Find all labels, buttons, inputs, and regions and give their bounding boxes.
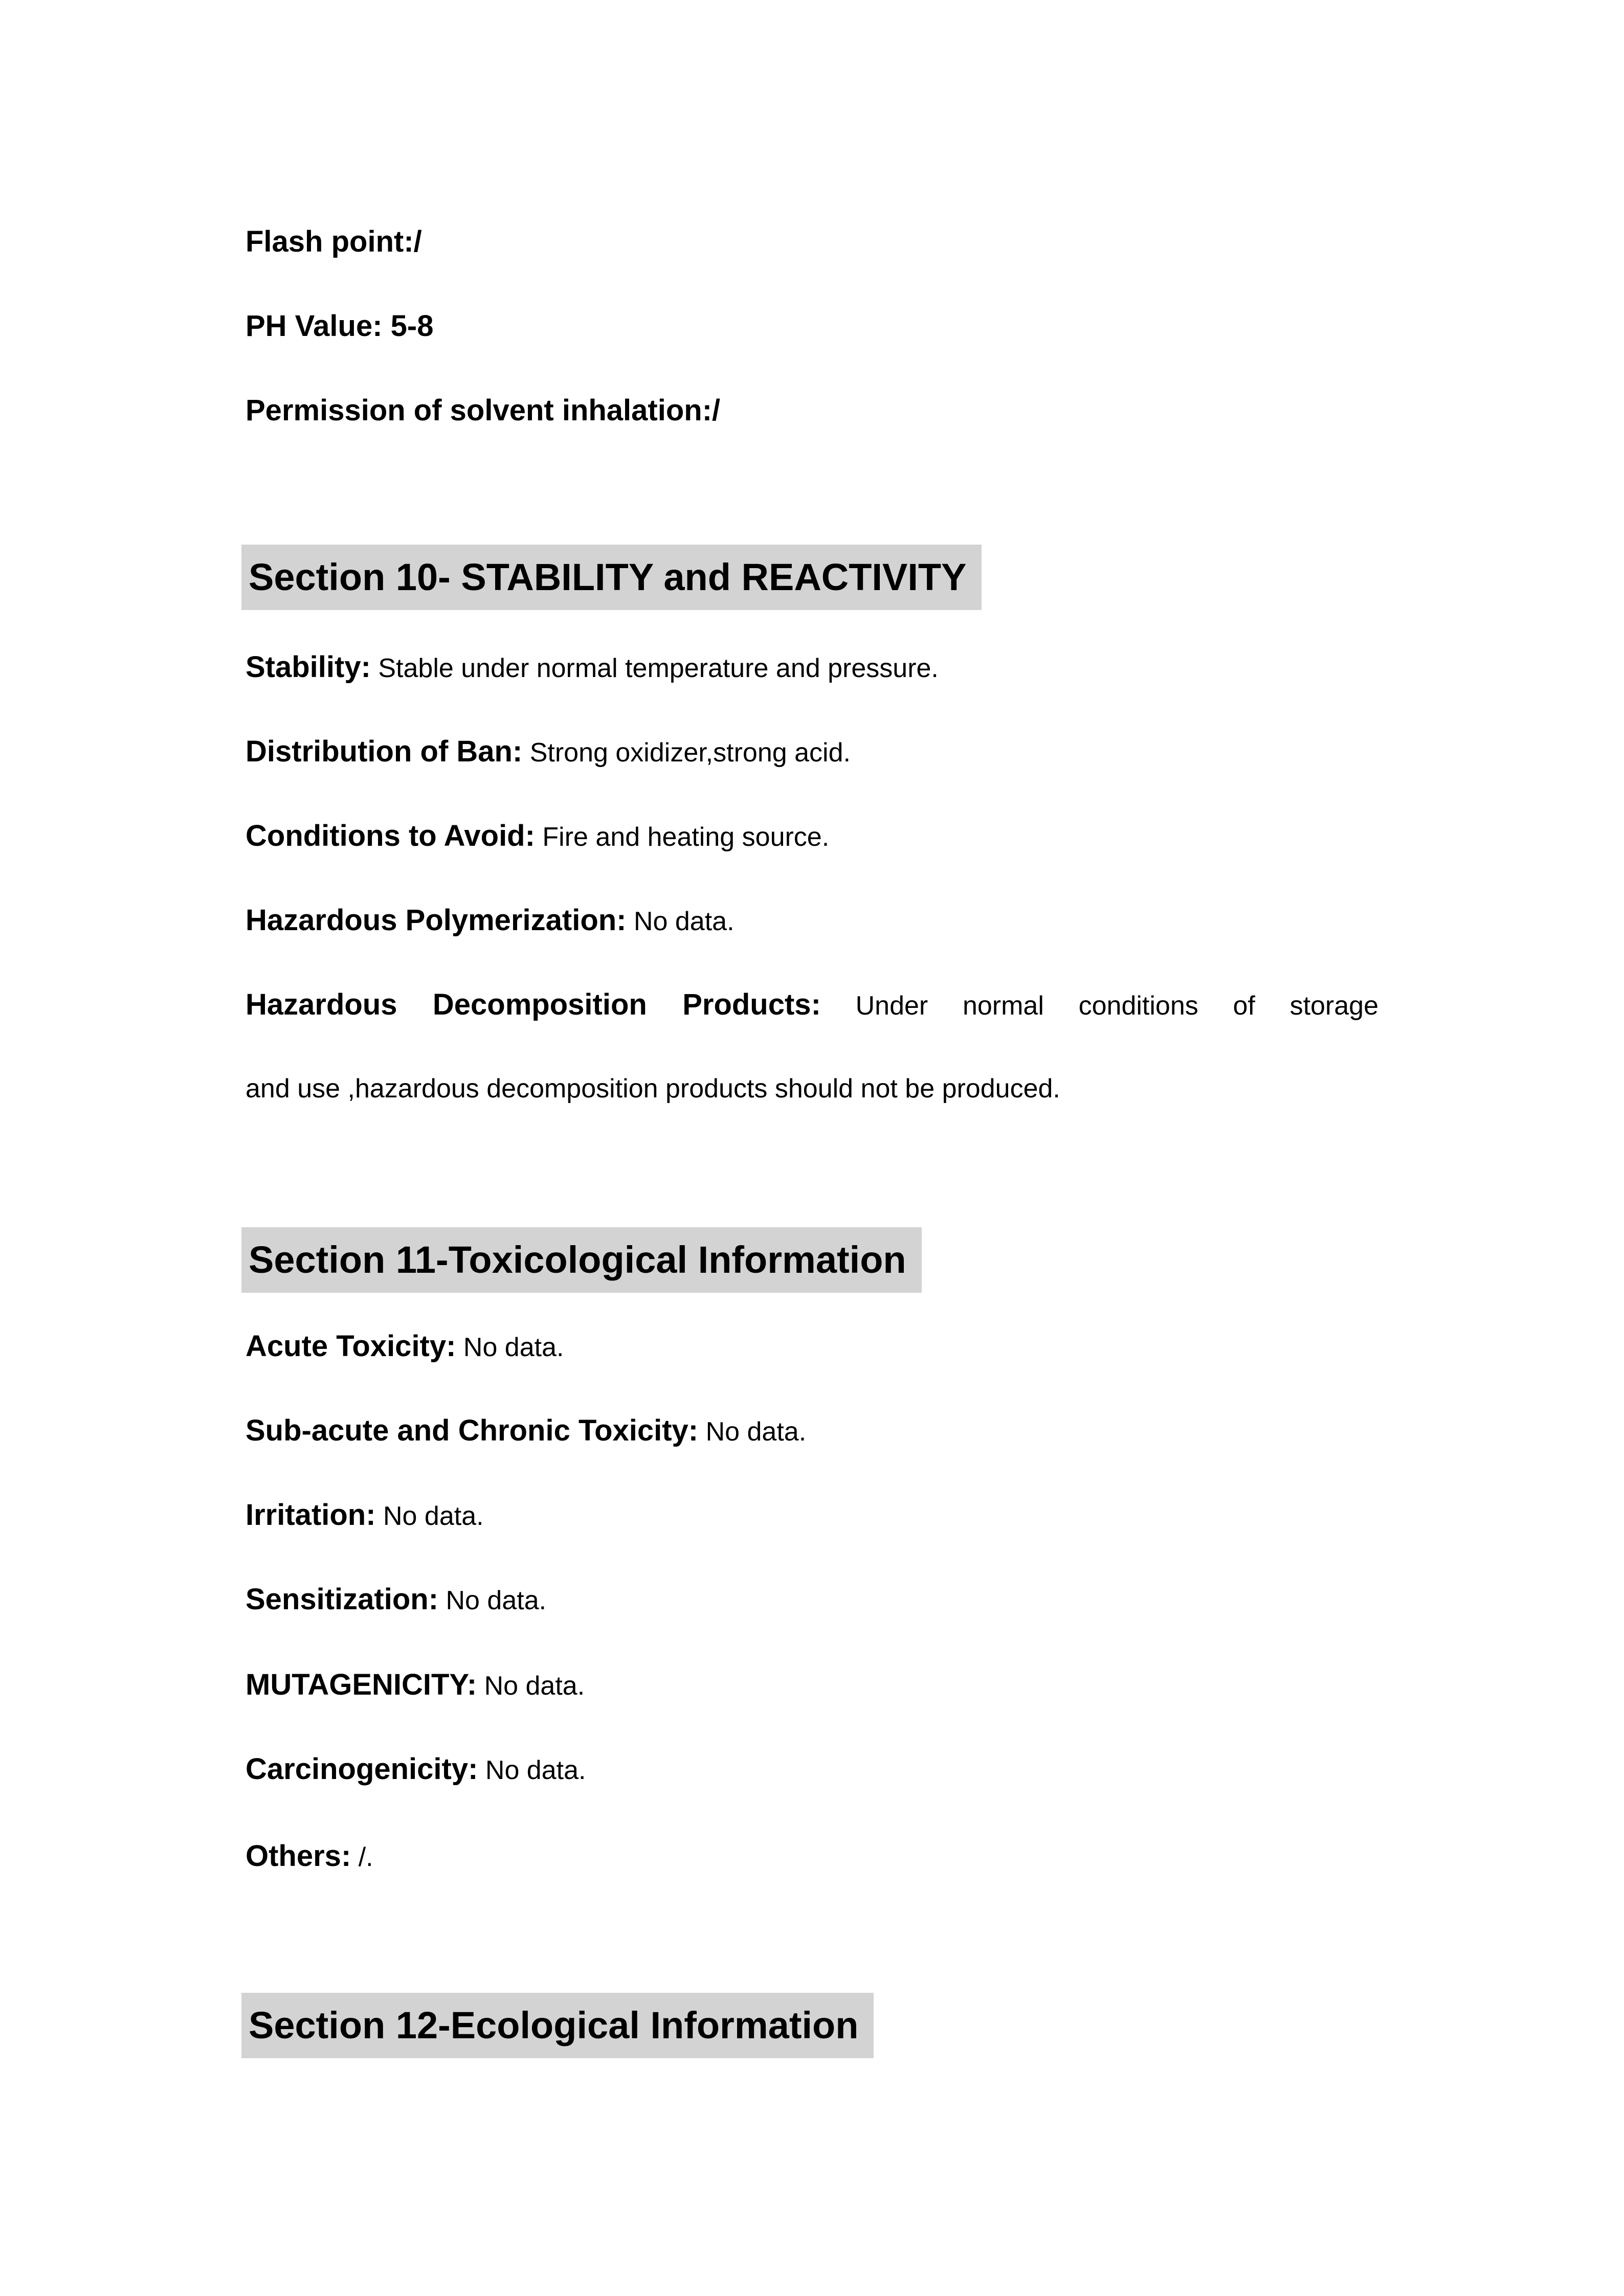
field-value: No data. bbox=[485, 1755, 586, 1785]
field-label: Irritation: bbox=[246, 1498, 376, 1532]
field-label: Sensitization: bbox=[246, 1583, 439, 1616]
field-label: MUTAGENICITY: bbox=[246, 1668, 477, 1701]
field-value: No data. bbox=[463, 1333, 564, 1362]
field-label: Conditions to Avoid: bbox=[246, 819, 535, 852]
section-11-heading-text: Section 11-Toxicological Information bbox=[241, 1227, 922, 1293]
field-value: No data. bbox=[705, 1417, 807, 1447]
section-10-heading bbox=[241, 545, 1374, 614]
section-12-heading bbox=[241, 1993, 1374, 2062]
field-value: No data. bbox=[633, 907, 735, 936]
field-hazardous-decomposition-products bbox=[246, 962, 1378, 1048]
field-value: No data. bbox=[484, 1671, 585, 1701]
field-label: Acute Toxicity: bbox=[246, 1330, 456, 1363]
field-value: Fire and heating source. bbox=[542, 822, 830, 852]
field-mutagenicity bbox=[246, 1642, 1378, 1728]
field-label: Sub-acute and Chronic Toxicity: bbox=[246, 1414, 699, 1447]
field-flash-point: Flash point:/ bbox=[246, 225, 422, 258]
field-label: Stability: bbox=[246, 650, 371, 684]
field-value: /. bbox=[358, 1842, 373, 1872]
field-label: Others: bbox=[246, 1839, 351, 1873]
field-value: and use ,hazardous decomposition products should not be produced. bbox=[246, 1074, 1060, 1104]
field-permission-of-solvent-inhalation: Permission of solvent inhalation:/ bbox=[246, 394, 721, 427]
field-hazardous-decomposition-products-continued bbox=[246, 1047, 1378, 1131]
field-sensitization bbox=[246, 1557, 1378, 1643]
field-distribution-of-ban bbox=[246, 709, 1378, 795]
section-10-heading-text: Section 10- STABILITY and REACTIVITY bbox=[241, 545, 982, 610]
field-conditions-to-avoid bbox=[246, 794, 1378, 880]
field-value: No data. bbox=[383, 1501, 484, 1531]
field-value: Stable under normal temperature and pressure. bbox=[378, 654, 939, 683]
section-11-heading bbox=[241, 1227, 1374, 1297]
field-label: Carcinogenicity: bbox=[246, 1752, 478, 1786]
field-value: Strong oxidizer,strong acid. bbox=[529, 738, 851, 768]
field-label: Distribution of Ban: bbox=[246, 735, 523, 768]
field-carcinogenicity bbox=[246, 1727, 1378, 1813]
field-label: Hazardous Decomposition Products: bbox=[246, 988, 821, 1021]
field-acute-toxicity bbox=[246, 1304, 1378, 1390]
field-irritation bbox=[246, 1473, 1378, 1559]
field-value: No data. bbox=[446, 1586, 547, 1615]
field-others bbox=[246, 1814, 1378, 1900]
field-stability bbox=[246, 625, 1378, 711]
field-value: Under normal conditions of storage bbox=[855, 991, 1379, 1021]
field-ph-value: PH Value: 5-8 bbox=[246, 309, 434, 343]
field-hazardous-polymerization bbox=[246, 878, 1378, 964]
field-sub-acute-and-chronic-toxicity bbox=[246, 1388, 1378, 1474]
field-label: Hazardous Polymerization: bbox=[246, 904, 627, 937]
section-12-heading-text: Section 12-Ecological Information bbox=[241, 1993, 874, 2058]
